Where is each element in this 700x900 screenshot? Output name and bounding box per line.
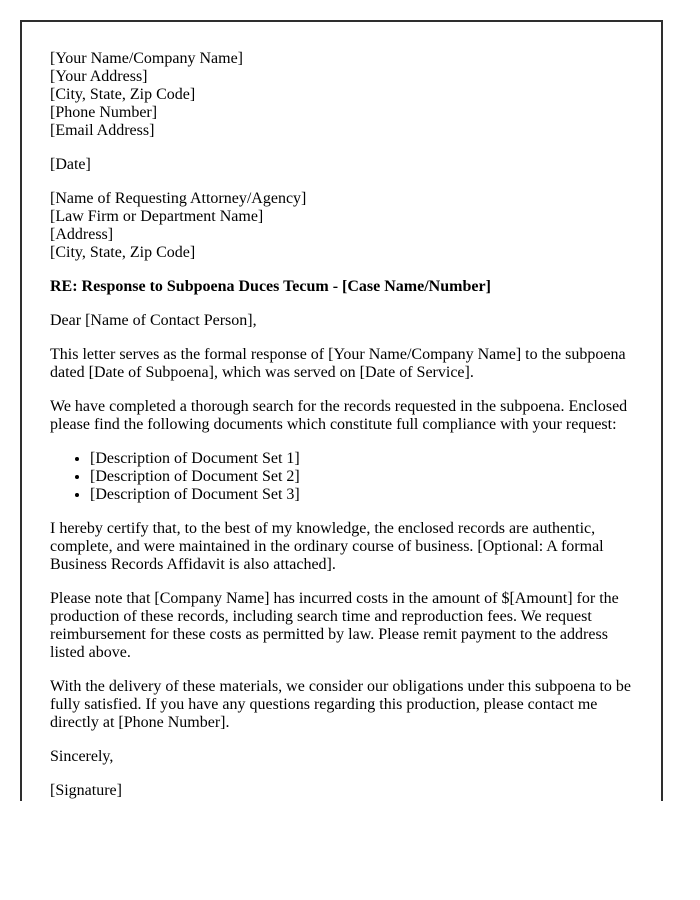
recipient-name: [Name of Requesting Attorney/Agency]: [50, 190, 307, 207]
sender-phone: [Phone Number]: [50, 104, 158, 121]
recipient-address-block: [50, 190, 633, 262]
sender-address: [Your Address]: [50, 68, 148, 85]
sender-name: [Your Name/Company Name]: [50, 50, 244, 67]
valediction: Sincerely,: [50, 748, 114, 765]
paragraph-certification: I hereby certify that, to the best of my knowledge, the enclosed records are authentic, complete, and were maintained in the ordinary course of business. [Optional: A formal Business Records Affidavit is also attached].: [50, 520, 604, 573]
paragraph-search: We have completed a thorough search for the records requested in the subpoena. Enclosed please find the following documents which constitute full compliance with your request:: [50, 398, 628, 433]
signature-placeholder: [Signature]: [50, 782, 122, 799]
sender-email: [Email Address]: [50, 122, 155, 139]
subject-line: RE: Response to Subpoena Duces Tecum - [Case Name/Number]: [50, 278, 491, 295]
document-list: [50, 450, 633, 504]
paragraph-costs: Please note that [Company Name] has incurred costs in the amount of $[Amount] for the production of these records, including search time and reproduction fees. We request reimbursement for these costs as permitted by law. Please remit payment to the address listed above.: [50, 590, 619, 661]
letter-document: [20, 20, 663, 801]
recipient-address: [Address]: [50, 226, 114, 243]
date-line: [Date]: [50, 156, 91, 173]
sender-address-block: [50, 50, 633, 140]
document-list-item: • [Description of Document Set 2]: [90, 468, 633, 486]
paragraph-closing: With the delivery of these materials, we consider our obligations under this subpoena to be fully satisfied. If you have any questions regarding this production, please contact me directly at [Phone Number].: [50, 678, 631, 731]
recipient-city-state-zip: [City, State, Zip Code]: [50, 244, 196, 261]
salutation: Dear [Name of Contact Person],: [50, 312, 257, 329]
recipient-firm: [Law Firm or Department Name]: [50, 208, 264, 225]
document-list-item: • [Description of Document Set 3]: [90, 486, 633, 504]
paragraph-intro: This letter serves as the formal response of [Your Name/Company Name] to the subpoena dated [Date of Subpoena], which was served on [Date of Service].: [50, 346, 626, 381]
document-list-item: • [Description of Document Set 1]: [90, 450, 633, 468]
sender-city-state-zip: [City, State, Zip Code]: [50, 86, 196, 103]
